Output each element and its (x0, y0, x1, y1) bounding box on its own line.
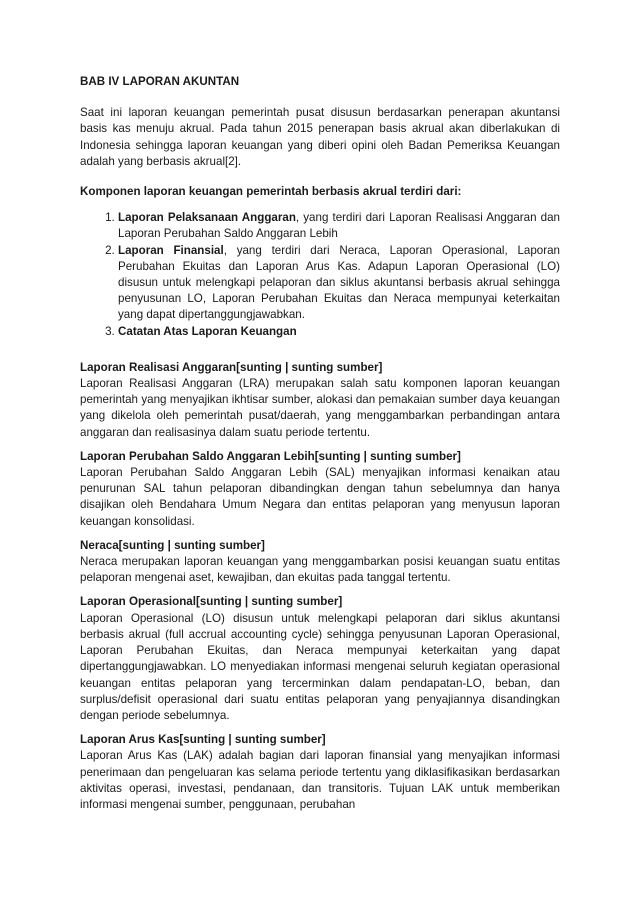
section-sal (80, 449, 560, 530)
component-name: Laporan Pelaksanaan Anggaran (118, 211, 296, 225)
section-body: Laporan Arus Kas (LAK) adalah bagian dari laporan finansial yang menyajikan informasi penerimaan dan pengeluaran kas selama periode tertentu yang diklasifikasikan berdasarkan aktivitas operasi, investasi, pendanaan, dan transitoris. Tujuan LAK untuk memberikan informasi mengenai sumber, penggunaan, perubahan (80, 749, 560, 811)
intro-paragraph: Saat ini laporan keuangan pemerintah pusat disusun berdasarkan penerapan akuntansi basis kas menuju akrual. Pada tahun 2015 penerapan basis akrual akan diberlakukan di Indonesia sehingga laporan keuangan yang diberi opini oleh Badan Pemeriksa Keuangan adalah yang berbasis akrual[2]. (80, 106, 560, 168)
section-heading: Laporan Realisasi Anggaran[sunting | sunting sumber] (80, 360, 383, 374)
section-lra (80, 360, 560, 441)
section-heading: Neraca[sunting | sunting sumber] (80, 538, 265, 552)
component-desc: , yang terdiri dari Neraca, Laporan Operasional, Laporan Perubahan Ekuitas dan Laporan Arus Kas. Adapun Laporan Operasional (LO) disusun untuk melengkapi pelaporan dan siklus akuntansi berbasis akrual sehingga penyusunan LO, Laporan Perubahan Ekuitas dan Neraca mempunyai keterkaitan yang dapat dipertanggungjawabkan. (118, 243, 560, 322)
section-neraca (80, 538, 560, 587)
list-item (118, 324, 560, 340)
component-desc: , yang terdiri dari Laporan Realisasi Anggaran dan Laporan Perubahan Saldo Anggaran Lebih (118, 211, 560, 241)
section-body: Neraca merupakan laporan keuangan yang menggambarkan posisi keuangan suatu entitas pelaporan mengenai aset, kewajiban, dan ekuitas pada tanggal tertentu. (80, 555, 560, 585)
section-body: Laporan Perubahan Saldo Anggaran Lebih (SAL) menyajikan informasi kenaikan atau penurunan SAL tahun pelaporan dibandingkan dengan tahun sebelumnya dan hanya disajikan oleh Bendahara Umum Negara dan entitas pelaporan yang menyusun laporan keuangan konsolidasi. (80, 466, 560, 528)
section-body: Laporan Operasional (LO) disusun untuk melengkapi pelaporan dari siklus akuntansi berbasis akrual (full accrual accounting cycle) sehingga penyusunan Laporan Operasional, Laporan Perubahan Ekuitas, dan Neraca mempunyai keterkaitan yang dapat dipertanggungjawabkan. LO menyediakan informasi mengenai seluruh kegiatan operasional keuangan entitas pelaporan yang tercerminkan dalam pendapatan-LO, beban, dan surplus/defisit operasional dari suatu entitas pelaporan yang penyajiannya disandingkan dengan periode sebelumnya. (80, 611, 560, 722)
section-heading: Laporan Arus Kas[sunting | sunting sumber] (80, 733, 326, 747)
component-name: Catatan Atas Laporan Keuangan (118, 324, 297, 338)
components-list (80, 210, 560, 340)
list-item (118, 210, 560, 242)
section-lak (80, 732, 560, 813)
section-body: Laporan Realisasi Anggaran (LRA) merupakan salah satu komponen laporan keuangan pemerintah yang menyajikan ikhtisar sumber, alokasi dan pemakaian sumber daya keuangan yang dikelola oleh pemerintah pusat/daerah, yang menggambarkan perbandingan antara anggaran dan realisasinya dalam suatu periode tertentu. (80, 377, 560, 439)
list-item (118, 243, 560, 324)
section-heading: Laporan Operasional[sunting | sunting sumber] (80, 595, 343, 609)
component-name: Laporan Finansial (118, 243, 224, 257)
components-heading: Komponen laporan keuangan pemerintah berbasis akrual terdiri dari: (80, 185, 462, 199)
section-heading: Laporan Perubahan Saldo Anggaran Lebih[sunting | sunting sumber] (80, 449, 461, 463)
section-lo (80, 594, 560, 724)
document-title: BAB IV LAPORAN AKUNTAN (80, 75, 240, 88)
document-page (80, 74, 560, 821)
